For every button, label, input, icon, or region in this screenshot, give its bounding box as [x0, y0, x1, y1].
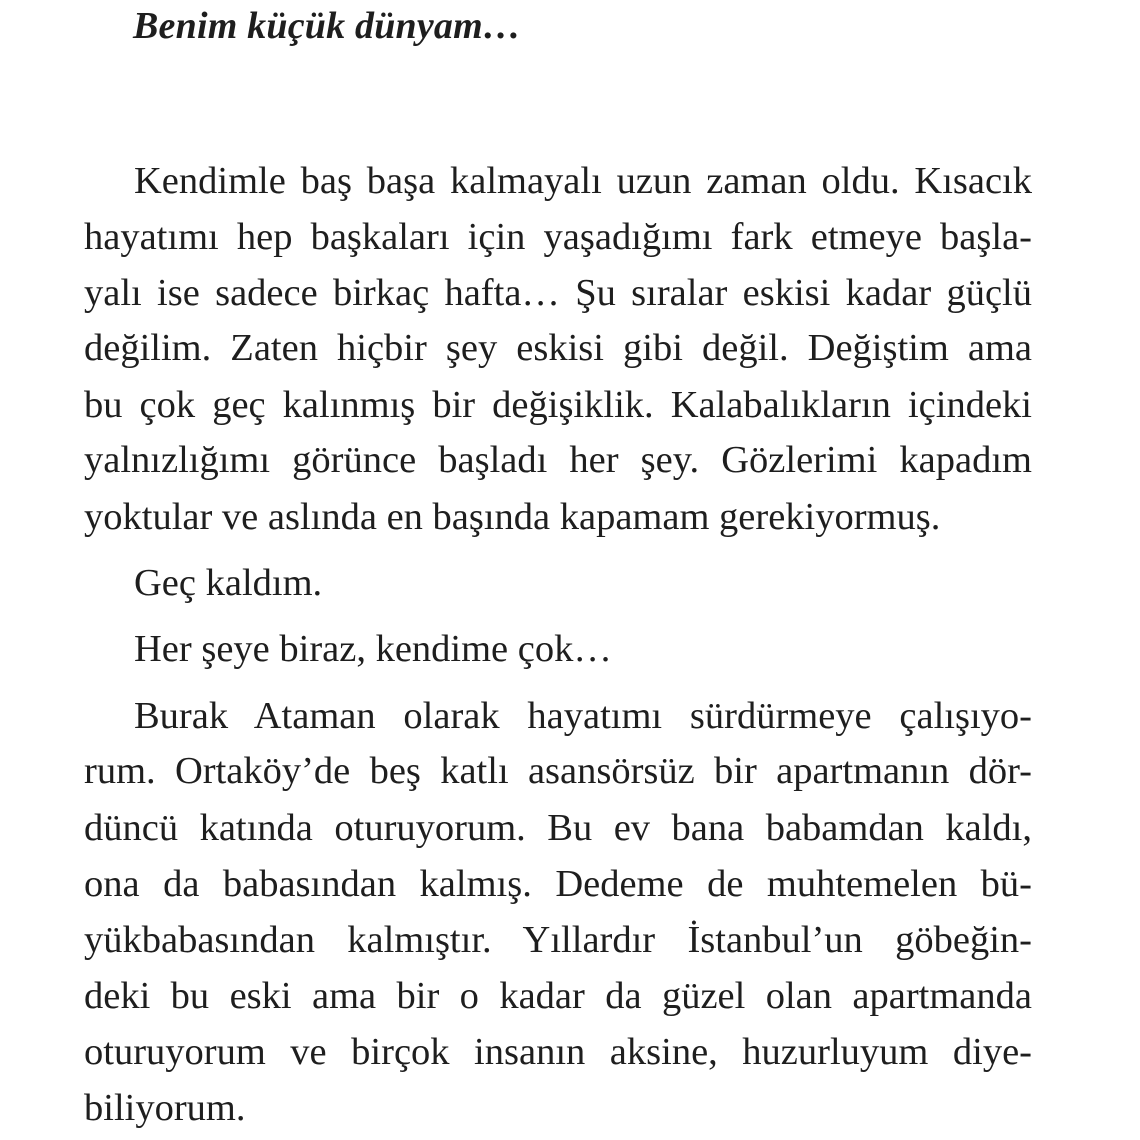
paragraph-4-line-2: rum. Ortaköy’de beş katlı asansörsüz bir apartmanın dör- [84, 750, 1032, 792]
paragraph-4-line-8: biliyorum. [84, 1087, 246, 1129]
paragraph-1-line-2: hayatımı hep başkaları için yaşadığımı fark etmeye başla- [84, 216, 1032, 258]
paragraph-1-line-5: bu çok geç kalınmış bir değişiklik. Kalabalıkların içindeki [84, 384, 1032, 426]
paragraph-4-line-4: ona da babasından kalmış. Dedeme de muhtemelen bü- [84, 863, 1032, 905]
paragraph-4-line-5: yükbabasından kalmıştır. Yıllardır İstanbul’un göbeğin- [84, 919, 1032, 961]
paragraph-4-line-6: deki bu eski ama bir o kadar da güzel olan apartmanda [84, 975, 1032, 1017]
paragraph-1-line-4: değilim. Zaten hiçbir şey eskisi gibi değil. Değiştim ama [84, 327, 1032, 369]
paragraph-1-line-1: Kendimle baş başa kalmayalı uzun zaman oldu. Kısacık [134, 160, 1032, 202]
paragraph-4-line-7: oturuyorum ve birçok insanın aksine, huzurluyum diye- [84, 1031, 1032, 1073]
paragraph-2-line-1: Geç kaldım. [134, 562, 323, 604]
paragraph-1-line-3: yalı ise sadece birkaç hafta… Şu sıralar eskisi kadar güçlü [84, 272, 1032, 314]
paragraph-4-line-1: Burak Ataman olarak hayatımı sürdürmeye çalışıyo- [134, 695, 1032, 737]
paragraph-1-line-7: yoktular ve aslında en başında kapamam gerekiyormuş. [84, 496, 941, 538]
paragraph-1-line-6: yalnızlığımı görünce başladı her şey. Gözlerimi kapadım [84, 439, 1032, 481]
chapter-title: Benim küçük dünyam… [133, 5, 522, 47]
paragraph-3-line-1: Her şeye biraz, kendime çok… [134, 628, 612, 670]
paragraph-4-line-3: düncü katında oturuyorum. Bu ev bana babamdan kaldı, [84, 807, 1032, 849]
